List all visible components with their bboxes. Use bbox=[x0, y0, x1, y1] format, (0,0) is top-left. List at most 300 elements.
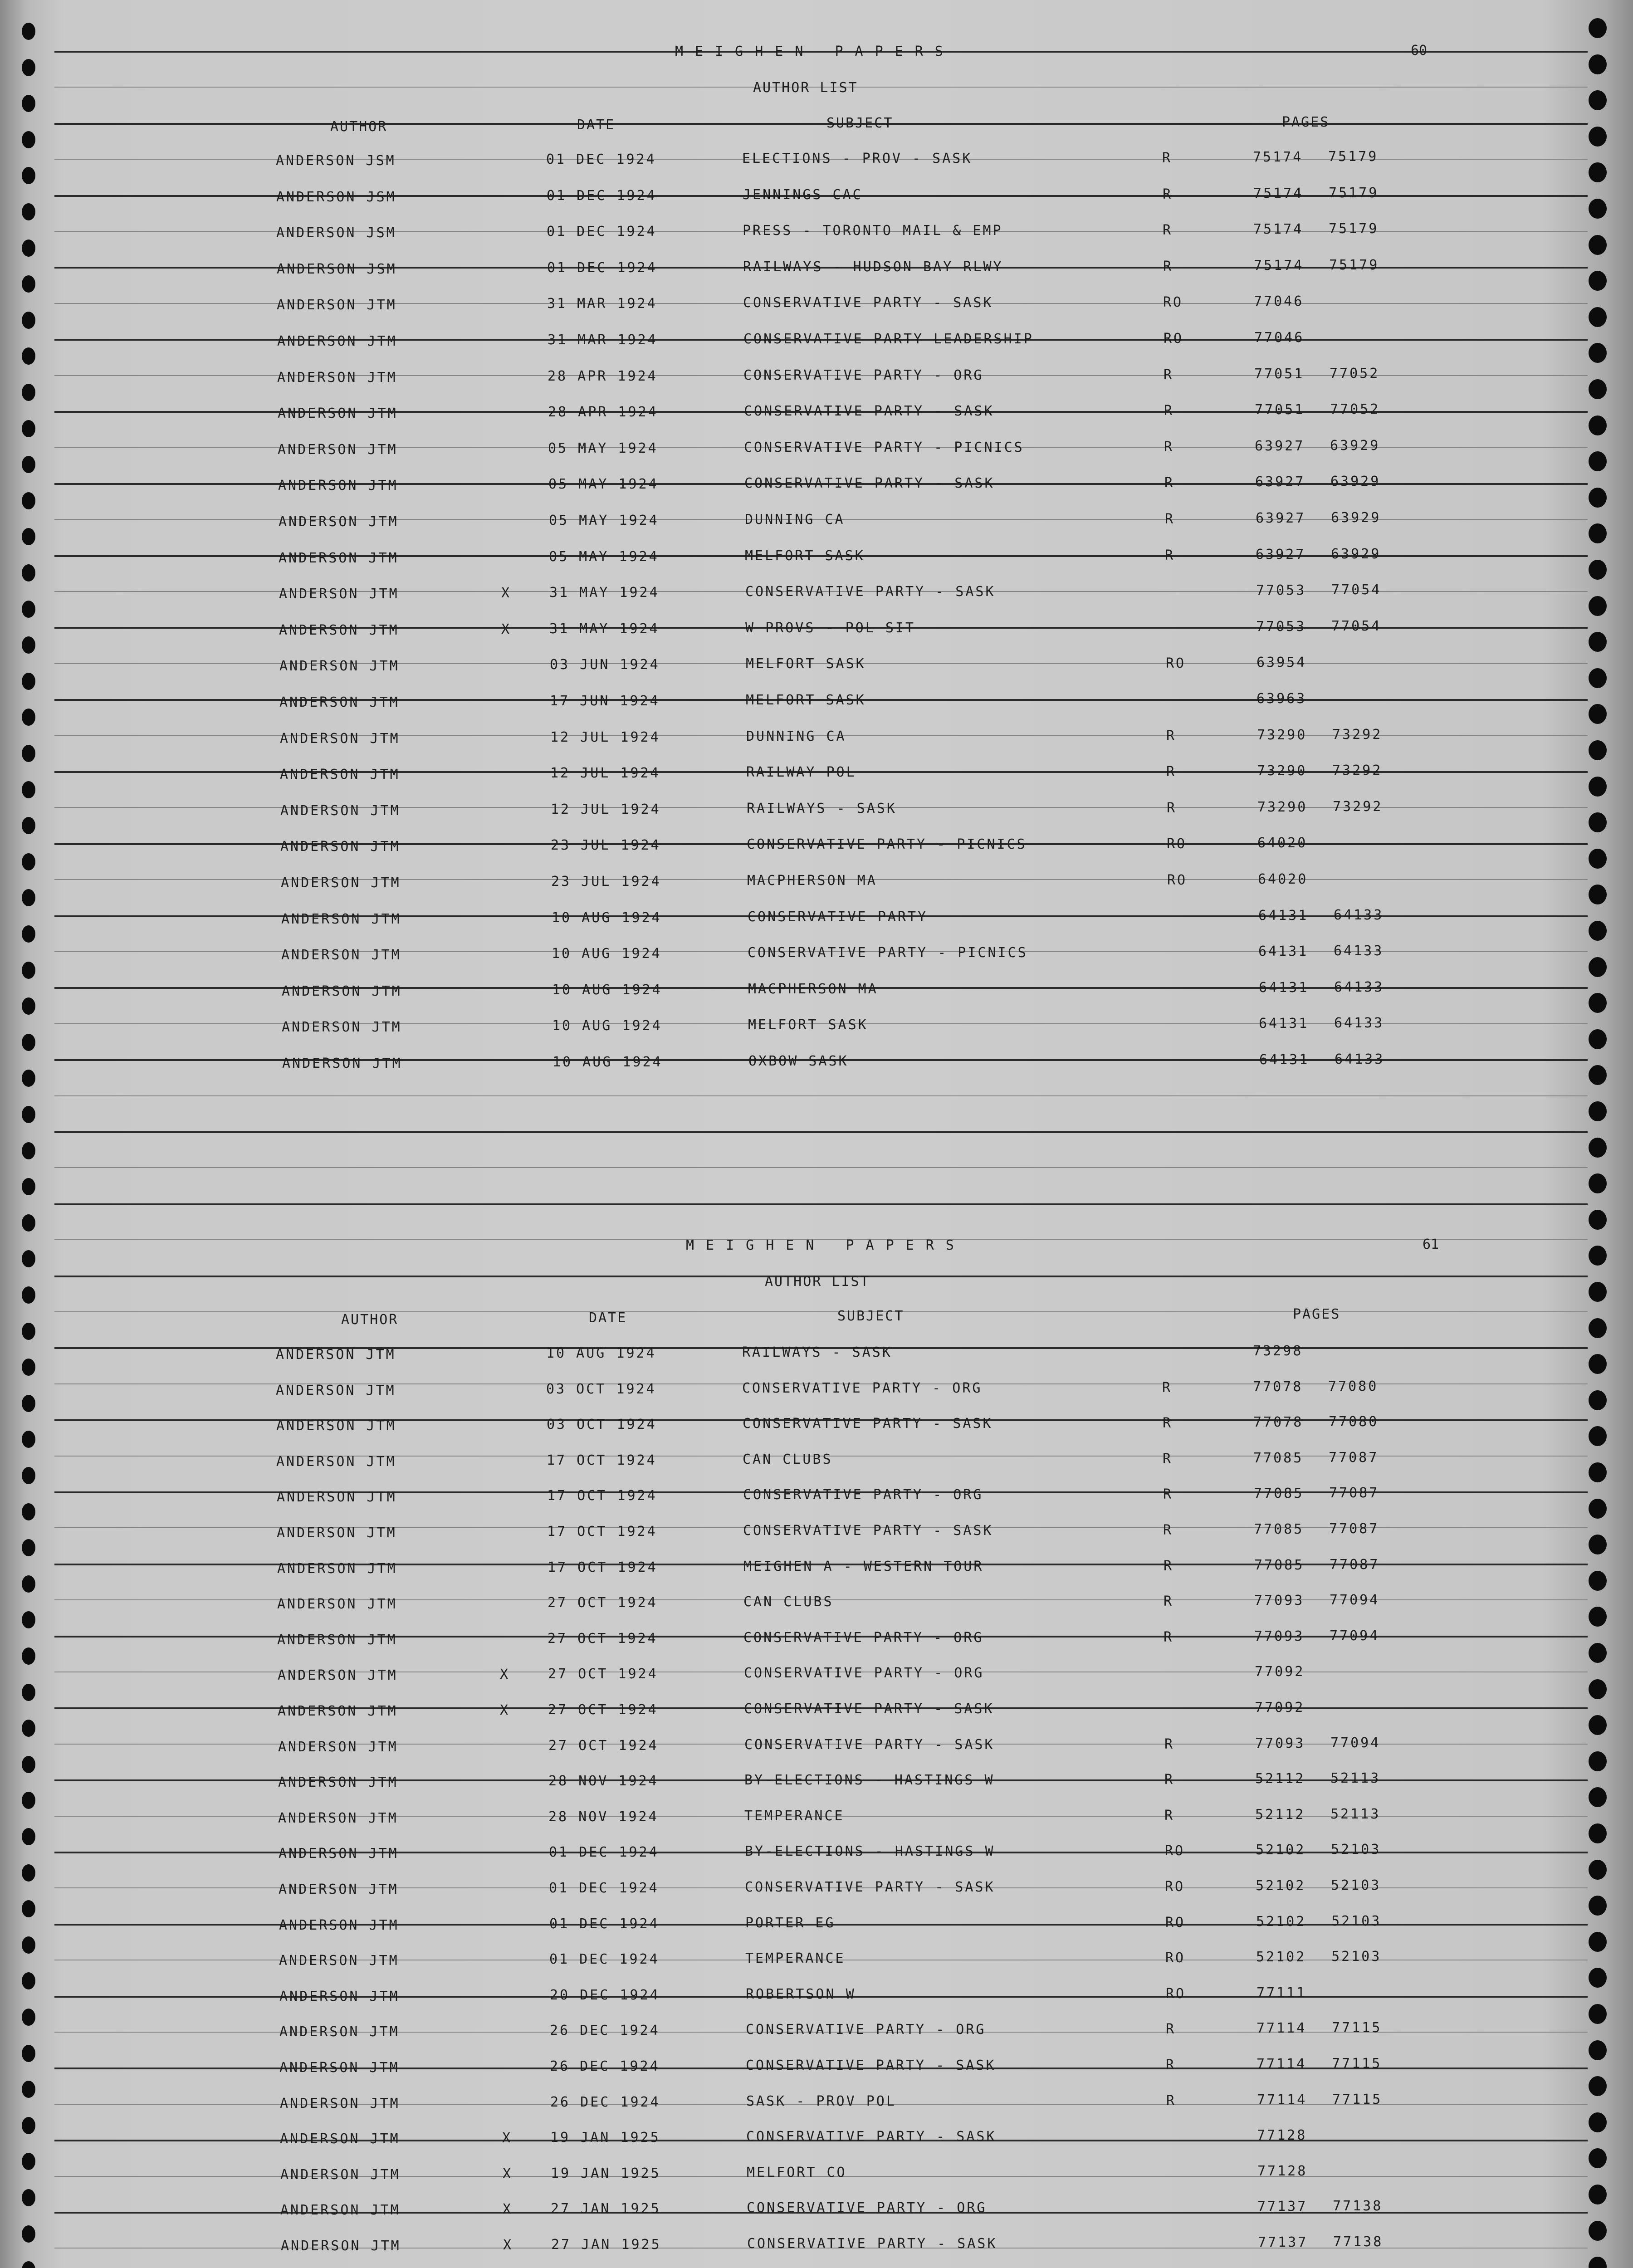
ruled-line bbox=[54, 1095, 1588, 1096]
subject-cell: MELFORT SASK bbox=[745, 548, 865, 564]
subject-cell: ELECTIONS - PROV - SASK bbox=[742, 151, 973, 166]
author-cell: ANDERSON JSM bbox=[276, 225, 396, 241]
code-cell: R bbox=[1163, 1486, 1173, 1502]
page-from-cell: 77092 bbox=[1255, 1664, 1305, 1680]
table-row bbox=[0, 2129, 1633, 2156]
date-cell: 01 DEC 1924 bbox=[549, 1844, 659, 1860]
page-to-cell: 77052 bbox=[1330, 366, 1380, 381]
date-cell: 05 MAY 1924 bbox=[549, 513, 659, 528]
mark-cell: X bbox=[502, 2130, 513, 2146]
page-from-cell: 63927 bbox=[1256, 510, 1306, 526]
page-from-cell: 77093 bbox=[1254, 1593, 1305, 1608]
page-to-cell: 63929 bbox=[1331, 510, 1381, 526]
code-cell: RO bbox=[1167, 872, 1188, 888]
table-row bbox=[0, 1594, 1633, 1621]
subject-cell: DUNNING CA bbox=[745, 512, 845, 528]
date-cell: 27 OCT 1924 bbox=[548, 1666, 658, 1682]
page-from-cell: 64131 bbox=[1259, 980, 1309, 996]
table-row bbox=[0, 223, 1633, 250]
page-to-cell: 77138 bbox=[1333, 2234, 1384, 2250]
subject-cell: CONSERVATIVE PARTY - ORG bbox=[747, 2200, 987, 2216]
table-row bbox=[0, 187, 1633, 214]
table-row bbox=[0, 1416, 1633, 1443]
table-row bbox=[0, 656, 1633, 683]
table-row bbox=[0, 2058, 1633, 2085]
page-from-cell: 73290 bbox=[1257, 763, 1307, 779]
page-from-cell: 77046 bbox=[1254, 330, 1305, 346]
feed-hole bbox=[22, 95, 35, 112]
subject-cell: TEMPERANCE bbox=[745, 1950, 846, 1966]
subject-cell: CONSERVATIVE PARTY - SASK bbox=[744, 475, 995, 491]
page-from-cell: 73298 bbox=[1253, 1343, 1303, 1359]
author-cell: ANDERSON JTM bbox=[279, 1917, 399, 1933]
author-cell: ANDERSON JSM bbox=[276, 153, 396, 169]
page-to-cell: 77087 bbox=[1330, 1557, 1380, 1573]
subject-cell: CONSERVATIVE PARTY - PICNICS bbox=[748, 945, 1028, 961]
page-from-cell: 77137 bbox=[1258, 2234, 1308, 2250]
subject-cell: MELFORT SASK bbox=[746, 692, 866, 708]
page-from-cell: 77128 bbox=[1257, 2127, 1307, 2143]
feed-hole bbox=[22, 1214, 35, 1232]
code-cell: RO bbox=[1164, 331, 1184, 347]
page-to-cell: 75179 bbox=[1329, 185, 1379, 201]
author-cell: ANDERSON JTM bbox=[282, 1056, 402, 1071]
date-cell: 26 DEC 1924 bbox=[550, 2058, 660, 2074]
code-cell: R bbox=[1167, 800, 1177, 816]
table-row bbox=[0, 548, 1633, 575]
author-cell: ANDERSON JTM bbox=[280, 2202, 401, 2218]
subject-cell: CONSERVATIVE PARTY - ORG bbox=[743, 367, 984, 383]
date-cell: 10 AUG 1924 bbox=[546, 1345, 656, 1361]
author-cell: ANDERSON JTM bbox=[277, 333, 397, 349]
date-cell: 20 DEC 1924 bbox=[550, 1987, 660, 2003]
page-from-cell: 77085 bbox=[1254, 1486, 1304, 1501]
table-row bbox=[0, 1843, 1633, 1871]
subject-cell: CONSERVATIVE PARTY - SASK bbox=[743, 1416, 993, 1432]
table-row bbox=[0, 1452, 1633, 1479]
author-cell: ANDERSON JTM bbox=[280, 2096, 400, 2112]
page-from-cell: 73290 bbox=[1257, 799, 1308, 815]
feed-hole bbox=[1589, 54, 1607, 74]
author-cell: ANDERSON JTM bbox=[276, 1454, 396, 1470]
date-cell: 01 DEC 1924 bbox=[549, 1916, 660, 1932]
table-row bbox=[0, 1053, 1633, 1080]
table-row bbox=[0, 512, 1633, 539]
subject-cell: CAN CLUBS bbox=[743, 1452, 833, 1467]
subject-cell: OXBOW SASK bbox=[748, 1053, 849, 1069]
subject-cell: RAILWAYS - SASK bbox=[747, 801, 897, 816]
table-row bbox=[0, 1523, 1633, 1550]
page-to-cell: 77115 bbox=[1332, 2092, 1383, 2107]
author-cell: ANDERSON JTM bbox=[279, 1953, 399, 1969]
date-cell: 28 NOV 1924 bbox=[548, 1773, 659, 1789]
page-from-cell: 77078 bbox=[1253, 1414, 1304, 1430]
date-cell: 03 JUN 1924 bbox=[550, 657, 660, 673]
author-cell: ANDERSON JTM bbox=[279, 514, 399, 530]
column-header-author: AUTHOR bbox=[341, 1312, 399, 1328]
code-cell: R bbox=[1166, 2057, 1176, 2073]
table-row bbox=[0, 801, 1633, 828]
page-from-cell: 75174 bbox=[1253, 186, 1304, 201]
table-row bbox=[0, 331, 1633, 358]
author-cell: ANDERSON JTM bbox=[276, 1383, 396, 1398]
author-cell: ANDERSON JTM bbox=[278, 478, 398, 494]
code-cell: R bbox=[1163, 186, 1173, 202]
author-cell: ANDERSON JTM bbox=[278, 1810, 398, 1826]
date-cell: 01 DEC 1924 bbox=[547, 224, 657, 240]
author-cell: ANDERSON JTM bbox=[278, 1703, 398, 1719]
page-to-cell: 77080 bbox=[1329, 1414, 1379, 1430]
author-cell: ANDERSON JTM bbox=[281, 2238, 401, 2254]
subject-cell: CONSERVATIVE PARTY bbox=[748, 909, 928, 925]
table-row bbox=[0, 1808, 1633, 1835]
table-row bbox=[0, 1772, 1633, 1799]
table-row bbox=[0, 909, 1633, 936]
report-title: MEIGHEN PAPERS bbox=[675, 44, 955, 59]
mark-cell: X bbox=[503, 2166, 513, 2182]
code-cell: R bbox=[1164, 403, 1174, 419]
author-cell: ANDERSON JTM bbox=[279, 2060, 400, 2076]
date-cell: 31 MAY 1924 bbox=[549, 585, 660, 601]
mark-cell: X bbox=[500, 1702, 510, 1718]
date-cell: 01 DEC 1924 bbox=[549, 1880, 659, 1896]
author-cell: ANDERSON JTM bbox=[278, 442, 398, 458]
feed-hole bbox=[1589, 127, 1607, 147]
feed-hole bbox=[1589, 1138, 1607, 1158]
page-to-cell: 75179 bbox=[1329, 221, 1379, 237]
column-header-pages: PAGES bbox=[1293, 1306, 1341, 1322]
feed-hole bbox=[1589, 1210, 1607, 1230]
page-from-cell: 75174 bbox=[1254, 258, 1304, 274]
date-cell: 27 OCT 1924 bbox=[548, 1595, 658, 1611]
date-cell: 03 OCT 1924 bbox=[547, 1417, 657, 1432]
date-cell: 27 OCT 1924 bbox=[548, 1631, 658, 1647]
date-cell: 12 JUL 1924 bbox=[550, 765, 660, 781]
page-from-cell: 77078 bbox=[1253, 1379, 1303, 1395]
page-from-cell: 52102 bbox=[1256, 1949, 1306, 1965]
page-to-cell: 77094 bbox=[1330, 1628, 1380, 1644]
date-cell: 26 DEC 1924 bbox=[550, 2023, 660, 2038]
date-cell: 31 MAR 1924 bbox=[547, 296, 657, 312]
date-cell: 12 JUL 1924 bbox=[550, 729, 660, 745]
page-from-cell: 73290 bbox=[1257, 727, 1307, 743]
page-to-cell: 52113 bbox=[1330, 1770, 1381, 1786]
feed-hole bbox=[1589, 1173, 1607, 1193]
page-from-cell: 63954 bbox=[1257, 655, 1307, 670]
date-cell: 03 OCT 1924 bbox=[546, 1381, 656, 1397]
author-cell: ANDERSON JTM bbox=[279, 1882, 399, 1897]
code-cell: R bbox=[1165, 511, 1175, 527]
page-from-cell: 64131 bbox=[1258, 908, 1309, 924]
date-cell: 28 APR 1924 bbox=[548, 404, 658, 420]
subject-cell: ROBERTSON W bbox=[746, 1986, 856, 2002]
feed-hole bbox=[22, 23, 35, 40]
subject-cell: CONSERVATIVE PARTY - SASK bbox=[743, 1523, 993, 1539]
ruled-line bbox=[54, 1167, 1588, 1168]
subject-cell: CONSERVATIVE PARTY - ORG bbox=[743, 1487, 983, 1503]
page-to-cell: 52103 bbox=[1331, 1842, 1381, 1857]
code-cell: R bbox=[1164, 1558, 1174, 1574]
author-cell: ANDERSON JTM bbox=[280, 767, 400, 782]
date-cell: 05 MAY 1924 bbox=[549, 549, 659, 565]
code-cell: R bbox=[1164, 367, 1174, 383]
page-from-cell: 52112 bbox=[1255, 1807, 1305, 1823]
table-row bbox=[0, 873, 1633, 900]
date-cell: 10 AUG 1924 bbox=[552, 1018, 662, 1034]
author-cell: ANDERSON JTM bbox=[282, 1019, 402, 1035]
subject-cell: RAILWAYS - HUDSON BAY RLWY bbox=[743, 259, 1003, 275]
feed-hole bbox=[1589, 1101, 1607, 1121]
code-cell: RO bbox=[1167, 836, 1187, 852]
column-header-author: AUTHOR bbox=[330, 119, 388, 135]
author-cell: ANDERSON JTM bbox=[277, 297, 397, 313]
table-row bbox=[0, 259, 1633, 286]
author-cell: ANDERSON JTM bbox=[279, 2024, 400, 2040]
table-row bbox=[0, 2200, 1633, 2227]
subject-cell: RAILWAYS - SASK bbox=[742, 1344, 892, 1360]
table-row bbox=[0, 2165, 1633, 2192]
page-from-cell: 63927 bbox=[1255, 474, 1305, 490]
feed-hole bbox=[22, 1142, 35, 1159]
code-cell: R bbox=[1163, 259, 1173, 274]
author-cell: ANDERSON JSM bbox=[277, 261, 397, 277]
ruled-line bbox=[54, 1131, 1588, 1133]
table-row bbox=[0, 1344, 1633, 1372]
author-cell: ANDERSON JTM bbox=[278, 1739, 398, 1755]
column-header-pages: PAGES bbox=[1282, 114, 1330, 130]
page-to-cell: 64133 bbox=[1334, 1015, 1384, 1031]
page-to-cell: 73292 bbox=[1332, 763, 1383, 778]
date-cell: 17 OCT 1924 bbox=[548, 1559, 658, 1575]
subject-cell: MACPHERSON MA bbox=[747, 873, 877, 889]
date-cell: 10 AUG 1924 bbox=[552, 910, 662, 926]
date-cell: 17 OCT 1924 bbox=[547, 1524, 657, 1540]
page-from-cell: 77093 bbox=[1255, 1735, 1305, 1751]
author-cell: ANDERSON JTM bbox=[277, 1632, 397, 1648]
author-cell: ANDERSON JTM bbox=[277, 1525, 397, 1541]
page-from-cell: 77114 bbox=[1257, 2092, 1307, 2108]
page-from-cell: 63963 bbox=[1257, 691, 1307, 707]
author-cell: ANDERSON JTM bbox=[279, 658, 400, 674]
table-row bbox=[0, 151, 1633, 178]
date-cell: 05 MAY 1924 bbox=[548, 440, 658, 456]
code-cell: R bbox=[1162, 150, 1173, 166]
table-row bbox=[0, 692, 1633, 719]
author-cell: ANDERSON JTM bbox=[281, 947, 401, 963]
page-to-cell: 52103 bbox=[1331, 1913, 1382, 1929]
author-cell: ANDERSON JTM bbox=[279, 1989, 400, 2004]
table-row bbox=[0, 945, 1633, 972]
date-cell: 17 OCT 1924 bbox=[547, 1488, 657, 1504]
page-to-cell: 77080 bbox=[1328, 1378, 1379, 1394]
code-cell: R bbox=[1164, 1593, 1174, 1609]
page-from-cell: 77092 bbox=[1255, 1700, 1305, 1716]
author-cell: ANDERSON JTM bbox=[279, 550, 399, 566]
page-to-cell: 77054 bbox=[1331, 618, 1382, 634]
feed-hole bbox=[22, 1323, 35, 1340]
mark-cell: X bbox=[503, 2237, 513, 2253]
table-row bbox=[0, 1879, 1633, 1906]
table-row bbox=[0, 1017, 1633, 1044]
code-cell: R bbox=[1163, 1451, 1173, 1467]
feed-hole bbox=[1589, 90, 1607, 110]
page-from-cell: 77114 bbox=[1257, 2056, 1307, 2072]
page-to-cell: 77087 bbox=[1329, 1485, 1379, 1501]
page-from-cell: 77053 bbox=[1256, 619, 1306, 635]
page-to-cell: 77115 bbox=[1332, 2020, 1382, 2036]
author-cell: ANDERSON JTM bbox=[276, 1347, 396, 1363]
subject-cell: CONSERVATIVE PARTY - SASK bbox=[747, 2236, 997, 2252]
subject-cell: MACPHERSON MA bbox=[748, 981, 878, 997]
page-from-cell: 77053 bbox=[1256, 582, 1306, 598]
date-cell: 26 DEC 1924 bbox=[550, 2094, 660, 2110]
code-cell: R bbox=[1166, 2093, 1177, 2109]
code-cell: R bbox=[1165, 547, 1175, 563]
subject-cell: CONSERVATIVE PARTY LEADERSHIP bbox=[743, 331, 1034, 347]
subject-cell: W PROVS - POL SIT bbox=[745, 620, 916, 636]
page-to-cell: 63929 bbox=[1331, 546, 1381, 562]
code-cell: R bbox=[1166, 728, 1177, 744]
subject-cell: CONSERVATIVE PARTY - ORG bbox=[744, 1665, 984, 1681]
page-to-cell: 64133 bbox=[1334, 979, 1384, 995]
code-cell: RO bbox=[1165, 1843, 1185, 1859]
page-from-cell: 77137 bbox=[1257, 2199, 1308, 2214]
page-to-cell: 63929 bbox=[1330, 474, 1381, 489]
table-row bbox=[0, 295, 1633, 322]
feed-hole bbox=[22, 131, 35, 148]
date-cell: 01 DEC 1924 bbox=[549, 1951, 660, 1967]
date-cell: 27 JAN 1925 bbox=[551, 2201, 661, 2217]
code-cell: RO bbox=[1166, 655, 1186, 671]
subject-cell: CONSERVATIVE PARTY - ORG bbox=[742, 1380, 983, 1396]
subject-cell: PORTER EG bbox=[745, 1915, 836, 1931]
author-cell: ANDERSON JTM bbox=[279, 694, 400, 710]
page-to-cell: 64133 bbox=[1334, 943, 1384, 959]
date-cell: 27 OCT 1924 bbox=[548, 1702, 658, 1718]
page-from-cell: 64131 bbox=[1258, 943, 1309, 959]
author-cell: ANDERSON JTM bbox=[280, 803, 401, 819]
page-to-cell: 77087 bbox=[1329, 1450, 1379, 1466]
page-to-cell: 52113 bbox=[1330, 1806, 1381, 1822]
subject-cell: CONSERVATIVE PARTY - SASK bbox=[745, 1879, 995, 1895]
subject-cell: MELFORT SASK bbox=[746, 656, 866, 672]
mark-cell: X bbox=[501, 585, 512, 601]
code-cell: R bbox=[1166, 764, 1177, 780]
table-row bbox=[0, 1487, 1633, 1514]
table-row bbox=[0, 1915, 1633, 1942]
author-cell: ANDERSON JTM bbox=[278, 406, 398, 421]
table-row bbox=[0, 620, 1633, 647]
page-from-cell: 63927 bbox=[1255, 438, 1305, 454]
subject-cell: DUNNING CA bbox=[746, 728, 846, 744]
author-cell: ANDERSON JTM bbox=[277, 1596, 397, 1612]
code-cell: R bbox=[1162, 1380, 1173, 1396]
table-row bbox=[0, 836, 1633, 864]
page-to-cell: 77054 bbox=[1331, 582, 1382, 598]
date-cell: 19 JAN 1925 bbox=[551, 2165, 661, 2181]
subject-cell: JENNINGS CAC bbox=[743, 187, 863, 203]
page-from-cell: 75174 bbox=[1253, 221, 1304, 237]
author-cell: ANDERSON JTM bbox=[280, 2131, 400, 2147]
feed-hole bbox=[22, 59, 35, 76]
table-row bbox=[0, 1559, 1633, 1586]
subject-cell: BY-ELECTIONS - HASTINGS W bbox=[745, 1843, 995, 1859]
page-from-cell: 63927 bbox=[1256, 547, 1306, 562]
code-cell: RO bbox=[1165, 1915, 1186, 1931]
table-row bbox=[0, 2022, 1633, 2049]
page-from-cell: 77085 bbox=[1254, 1521, 1304, 1537]
code-cell: R bbox=[1164, 1772, 1175, 1788]
date-cell: 27 OCT 1924 bbox=[548, 1738, 659, 1754]
page-from-cell: 77093 bbox=[1254, 1628, 1305, 1644]
table-row bbox=[0, 1701, 1633, 1728]
date-cell: 28 NOV 1924 bbox=[548, 1809, 659, 1825]
date-cell: 10 AUG 1924 bbox=[552, 946, 662, 962]
subject-cell: TEMPERANCE bbox=[744, 1808, 845, 1824]
report-title: MEIGHEN PAPERS bbox=[686, 1237, 966, 1253]
subject-cell: MELFORT SASK bbox=[748, 1017, 868, 1033]
page-to-cell: 64133 bbox=[1335, 1051, 1385, 1067]
subject-cell: CONSERVATIVE PARTY - SASK bbox=[745, 584, 996, 600]
date-cell: 12 JUL 1924 bbox=[551, 802, 661, 817]
date-cell: 27 JAN 1925 bbox=[551, 2237, 661, 2253]
feed-hole bbox=[1589, 1282, 1607, 1302]
code-cell: R bbox=[1166, 2021, 1176, 2037]
page-to-cell: 77094 bbox=[1330, 1735, 1381, 1751]
feed-hole bbox=[1589, 1318, 1607, 1338]
page-to-cell: 63929 bbox=[1330, 438, 1380, 454]
ruled-line bbox=[54, 1311, 1588, 1312]
report-subtitle: AUTHOR LIST bbox=[765, 1274, 870, 1290]
code-cell: R bbox=[1163, 1522, 1173, 1538]
feed-hole bbox=[1589, 1246, 1607, 1266]
subject-cell: RAILWAY POL bbox=[746, 764, 856, 780]
code-cell: RO bbox=[1166, 1986, 1186, 2002]
date-cell: 01 DEC 1924 bbox=[547, 260, 657, 276]
date-cell: 31 MAY 1924 bbox=[549, 621, 660, 637]
table-row bbox=[0, 2236, 1633, 2263]
page-to-cell: 73292 bbox=[1333, 799, 1383, 815]
author-cell: ANDERSON JTM bbox=[277, 1489, 397, 1505]
date-cell: 28 APR 1924 bbox=[548, 368, 658, 384]
code-cell: R bbox=[1164, 475, 1175, 491]
subject-cell: SASK - PROV POL bbox=[746, 2093, 896, 2109]
author-cell: ANDERSON JSM bbox=[276, 189, 396, 205]
author-cell: ANDERSON JTM bbox=[282, 983, 402, 999]
subject-cell: CONSERVATIVE PARTY - SASK bbox=[744, 403, 994, 419]
page-from-cell: 52112 bbox=[1255, 1771, 1305, 1787]
page-from-cell: 64020 bbox=[1257, 835, 1308, 851]
page-from-cell: 64020 bbox=[1258, 871, 1308, 887]
author-cell: ANDERSON JTM bbox=[279, 1846, 399, 1862]
page-from-cell: 77114 bbox=[1257, 2020, 1307, 2036]
page-from-cell: 75174 bbox=[1253, 149, 1303, 165]
author-cell: ANDERSON JTM bbox=[278, 1667, 398, 1683]
code-cell: R bbox=[1163, 222, 1173, 238]
author-cell: ANDERSON JTM bbox=[280, 839, 401, 855]
date-cell: 01 DEC 1924 bbox=[546, 152, 656, 167]
page-to-cell: 77115 bbox=[1332, 2056, 1382, 2072]
subject-cell: CONSERVATIVE PARTY - SASK bbox=[744, 1701, 994, 1717]
table-row bbox=[0, 403, 1633, 430]
subject-cell: CONSERVATIVE PARTY - SASK bbox=[743, 295, 993, 311]
date-cell: 05 MAY 1924 bbox=[548, 476, 659, 492]
date-cell: 10 AUG 1924 bbox=[552, 1054, 663, 1070]
page-to-cell: 52103 bbox=[1331, 1949, 1382, 1965]
feed-hole bbox=[22, 1106, 35, 1123]
page-to-cell: 52103 bbox=[1331, 1877, 1381, 1893]
subject-cell: CONSERVATIVE PARTY - PICNICS bbox=[744, 440, 1024, 455]
